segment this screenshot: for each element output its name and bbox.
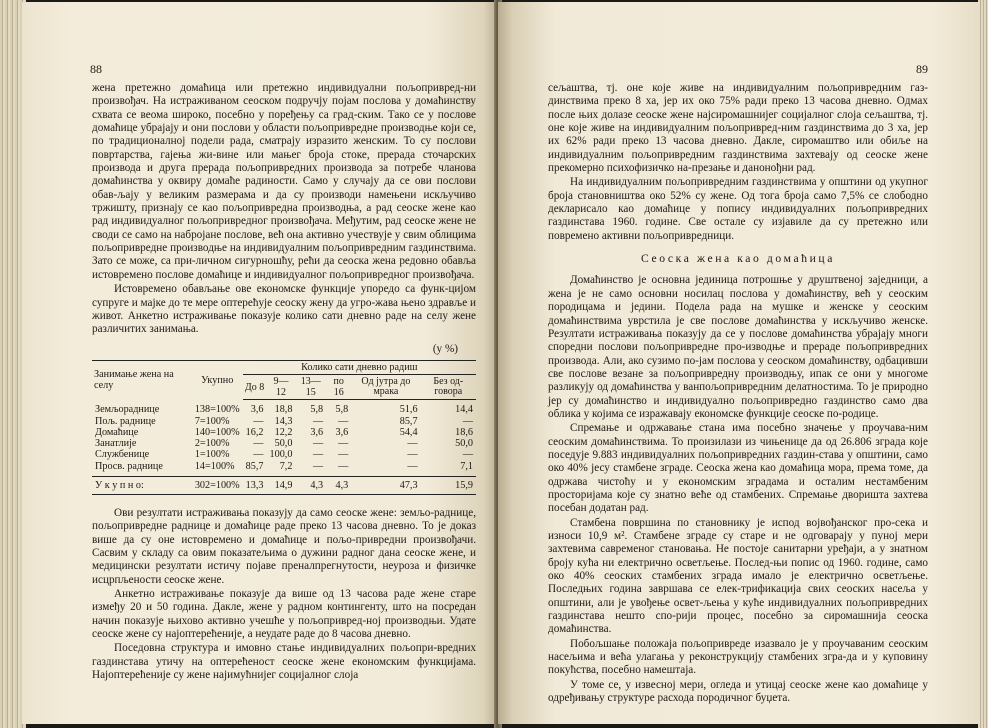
table-row (92, 449, 476, 460)
table-cell: 3,6 (310, 426, 324, 438)
table-cell: — (312, 438, 324, 450)
table-row (92, 400, 476, 416)
table-cell: — (326, 461, 351, 477)
table-cell: 4,3 (295, 476, 326, 494)
table-cell: — (407, 449, 418, 461)
column-header: по 16 (326, 375, 351, 400)
table-cell: 14,4 (455, 404, 473, 416)
table-row (92, 438, 476, 449)
row-total: 140=100% (194, 426, 240, 438)
row-total: 1=100% (194, 449, 230, 461)
table-cell: 50,0 (455, 438, 473, 450)
paragraph: Спремање и одржавање стана има посебно значење у проучава-ним сеоским домаћинствима. То произилази из чињенице да од 26.806 зграда које поседује 9.883 индивидуалних пољопривредних газдин-става у општини, само око 40% јесу стамбене зграде. Сеоска жена као домаћица мора, према томе, да одржава чистоћу и у економским зградама и осталим нестамбеним просторијама које су знатно веће од стамбених. Спремање дворишта захтева посебан додатан рад. (548, 422, 928, 515)
table-cell: 85,7 (399, 415, 418, 427)
table-cell: 18,6 (455, 426, 473, 438)
row-label: Домаћице (95, 426, 139, 438)
table-cell: 51,6 (399, 404, 418, 416)
table-cell: 5,8 (335, 404, 349, 416)
paragraph: жена претежно домаћица или претежно индивидуални пољопривред-ни произвођач. На истраживаном сеоском подручју појам послова у домаћинству схвата се веома широко, посебно у поређењу са град-ским. Тако се у послове домаћице убрајају и они послови у области пољопривредне производње који се, по традиционалној подели рада, сматрају изразито женским. То су послови повртарства, гајења жи-вине или мањег броја стоке, прерада сточарских производа и друга прерада пољопривредних производа за потребе чланова домаћинства у оквиру домаће радиности. Само у случају да се ови послови обав-љају у великим размерама и да су производи намењени искључиво тржишту, признају се као пољопривредна производња, а рад сеоске жене као рад индивидуалног пољопривредног произвођача. Међутим, рад сеоске жене не своди се само на набројане послове, већ она активно учествује у свим облицима пољопривредне производње на индивидуалним пољопривредним газдинствима. Зато се може, са при-личном сигурношћу, рећи да сеоска жена редовно обавља истовремено послове домаћице и индивидуалног пољопривредног произвођача. (92, 82, 476, 281)
table-cell: — (253, 449, 264, 461)
table-cell: 18,8 (274, 404, 293, 416)
paragraph: Побољшање положаја пољопривреде изазвало је у проучаваним сеоским насељима и већа улагања у реконструкцију стамбених згра-да и у куповину покућства, посебно намештаја. (548, 637, 928, 677)
table-cell: — (312, 415, 324, 427)
table-row (92, 461, 476, 477)
paragraph: На индивидуалним пољопривредним газдинствима у општини од укупног броја становништва око 52% су жене. Од тога броја само 7,5% се слободно декларисало као домаћице у попису индивидуалних пољопривредних газдинстава 1960. године. Све остале су изјавиле да су претежно или повремено активни пољопривредници. (548, 176, 928, 242)
hours-table (92, 360, 476, 495)
column-header: 13—15 (295, 375, 326, 400)
column-group-header: Колико сати дневно радиш (243, 360, 476, 374)
table-cell: 54,4 (399, 426, 418, 438)
paragraph: Поседовна структура и имовно стање индивидуалних пољопри-вредних газдинстава утичу на оптерећеност сеоске жене економским функцијама. Најоптерећеније су жене најимућнијег социјалног слоја (92, 642, 476, 682)
row-label: Земљораднице (95, 404, 160, 416)
table-cell: — (462, 415, 473, 427)
table-cell: 16,2 (245, 426, 264, 438)
table-cell: 13,3 (243, 476, 267, 494)
right-page (498, 2, 980, 724)
left-page-text (92, 82, 476, 682)
row-label: Пољ. раднице (95, 415, 156, 427)
table-cell: 7,2 (266, 461, 295, 477)
page-number: 88 (90, 62, 102, 76)
table-total-row (92, 476, 476, 494)
table-cell: 3,6 (250, 404, 264, 416)
table-cell: 100,0 (269, 449, 293, 461)
paragraph: У томе се, у извесној мери, огледа и утицај сеоске жене као домаћице у одређивању структуре расхода породичног буџета. (548, 678, 928, 705)
table-cell: — (407, 438, 418, 450)
table-cell: 7,1 (421, 461, 476, 477)
table-cell: — (351, 461, 420, 477)
right-page-text (548, 82, 928, 705)
left-page (22, 2, 498, 724)
table-cell: — (253, 415, 264, 427)
table-cell: 14,9 (266, 476, 295, 494)
row-label: Занатлије (95, 438, 137, 450)
table-cell: 14,3 (274, 415, 293, 427)
table-cell: 85,7 (243, 461, 267, 477)
table-unit: (у %) (432, 342, 458, 355)
column-header-total: Укупно (192, 360, 243, 400)
table-cell: 3,6 (335, 426, 349, 438)
paragraphs-after-table (92, 507, 476, 682)
section-title: Сеоска жена као домаћица (641, 252, 835, 266)
table-cell: 15,9 (421, 476, 476, 494)
paragraph: Истовремено обављање ове економске функције упоредо са функ-цијом супруге и мајке до те мере оптерећује сеоску жену да угро-жава њено здравље и живот. Анкетно истраживање показује колико сати дневно раде на селу жене различитих занимања. (92, 283, 476, 336)
row-total: 7=100% (194, 415, 230, 427)
table-cell: 50,0 (274, 438, 293, 450)
table-cell: — (338, 449, 349, 461)
table-cell: 47,3 (351, 476, 420, 494)
table-cell: 4,3 (326, 476, 351, 494)
column-header: Без од-говора (421, 375, 476, 400)
column-header-occupation: Занимање жена на селу (92, 360, 192, 400)
table-row (92, 416, 476, 427)
paragraph: Ови резултати истраживања показују да само сеоске жене: земљо-раднице, пољопривредне раднице и домаћице раде преко 13 часова дневно. То је доказ више да су оне истовремено и домаћице и пољо-привредни произвођачи. Сасвим у складу са овим показатељима о дужини радног дана сеоске жене, и медицински резултати истичу појаве преналпрегнутости, неуроза и физичке исцрпљености сеоске жене. (92, 506, 476, 586)
table-cell: — (338, 438, 349, 450)
paragraph: сељаштва, тј. оне које живе на индивидуалним пољопривредним газ-динствима преко 8 ха, јер их око 75% ради преко 13 часова дневно. Одмах после њих долазе сеоске жене најсиромашнијег социјалног слоја сељаштва, тј. оне које живе на индивидуалним пољопривред-ним газдинствима до 3 ха, јер их 62% ради преко 13 часова дневно. Дакле, сиромаштво или обиље на индивидуалним пољопривредним газдинствима захтевају од сеоске жене прекомерно психофизичко на-презање и данонођни рад. (548, 82, 928, 175)
table-cell: 5,8 (310, 404, 324, 416)
page-number: 89 (916, 62, 928, 76)
paragraph: Домаћинство је основна јединица потрошње у друштвеној заједници, а жена је не само основни носилац послова у домаћинству, већ у сеоским породицама и једини. Подела рада на мушке и женске у сеоским домаћинствима уврстила је све послове домаћинства у искључиво женске. Резултати истраживања показују да се у послове домаћинства убрајају многи споредни послови пољопривредне про-изводње и прераде пољопривредних производа. Али, ако сузимо по-јам послова у сеоском домаћинству, одбацивши све послове везане за пољопривредну производњу, ипак се они у многоме разликују од домаћинства у ванпољопривредним делатностима. То је природно јер су домаћинство и индивидуално пољопривредно газдинство само два облика у којима се изражавају економске функције сеоске по-родице. (548, 274, 928, 420)
table-cell: — (312, 449, 324, 461)
table-cell: — (338, 415, 349, 427)
table-cell: — (253, 438, 264, 450)
paragraph: Стамбена површина по становнику је испод војвођанског про-сека и износи 10,9 м². Стамбене зграде су старе и не одговарају у пуној мери захтевима савременог становања. Не постоје санитарни уређаји, а у знатном броју кућа ни електрично осветљење. Послед-њи попис од 1960. године, само око 40% сеоских стамбених зграда имало је електрично осветљење. Последњих година завршава се елек-трификација свих сеоских насеља у општини, али је увођење освет-љења у куће индивидуалних пољопривредних газдинстава нешто спо-рији процес, посебно за сиромашнија сеоска домаћинства. (548, 516, 928, 636)
row-total: 138=100% (194, 404, 240, 416)
column-header: Од јутра до мрака (351, 375, 420, 400)
table-row (92, 427, 476, 438)
row-label: Службенице (95, 449, 150, 461)
row-total: 14=100% (192, 461, 243, 477)
paragraph: Анкетно истраживање показује да више од 13 часова раде жене старе између 20 и 50 година. Дакле, жене у радном контингенту, што на посредан начин показује њихово активно учешће у пољопривред-ној производњи. Удате сеоске жене су најоптерећеније, а неудате раде до 8 часова дневно. (92, 587, 476, 640)
row-label: Просв. раднице (92, 461, 192, 477)
row-label: У к у п н о: (92, 476, 192, 494)
row-total: 302=100% (192, 476, 243, 494)
column-header: До 8 (243, 375, 267, 400)
table-cell: — (462, 449, 473, 461)
column-header: 9—12 (266, 375, 295, 400)
table-cell: — (295, 461, 326, 477)
table-cell: 12,2 (274, 426, 293, 438)
row-total: 2=100% (194, 438, 230, 450)
